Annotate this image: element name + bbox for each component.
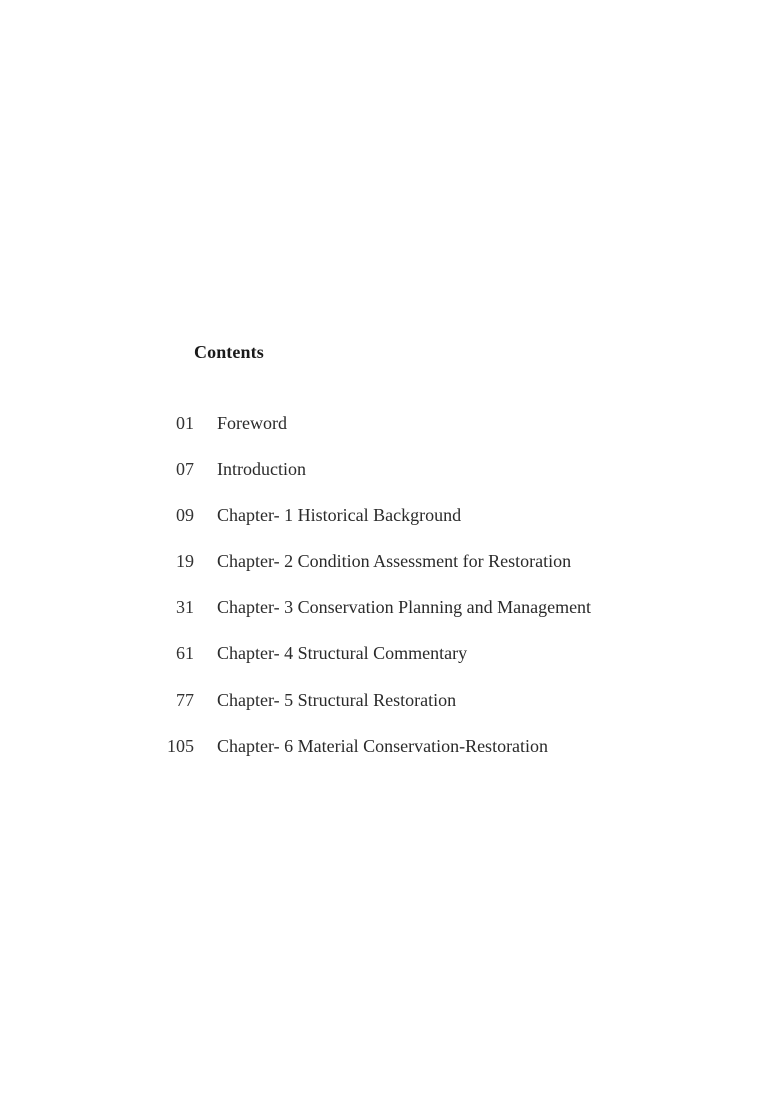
toc-list — [0, 411, 780, 780]
toc-page-number: 105 — [167, 735, 194, 756]
toc-page-number: 01 — [176, 413, 194, 433]
toc-page-number: 09 — [176, 505, 194, 526]
toc-entry-foreword — [0, 411, 780, 457]
toc-entry-title: Chapter- 5 Structural Restoration — [217, 689, 457, 710]
toc-entry-chapter-5 — [0, 688, 780, 734]
toc-entry-chapter-4 — [0, 641, 780, 687]
toc-entry-chapter-2 — [0, 549, 780, 595]
toc-entry-chapter-3 — [0, 595, 780, 641]
toc-page-number: 19 — [176, 551, 194, 572]
toc-entry-title: Introduction — [217, 459, 306, 480]
toc-entry-chapter-1 — [0, 503, 780, 549]
toc-entry-title: Chapter- 6 Material Conservation-Restoration — [217, 735, 549, 756]
toc-entry-title: Chapter- 2 Condition Assessment for Restoration — [217, 551, 572, 572]
toc-entry-title: Chapter- 3 Conservation Planning and Management — [217, 597, 592, 618]
toc-entry-title: Foreword — [217, 413, 287, 433]
toc-page-number: 61 — [176, 643, 194, 664]
toc-entry-title: Chapter- 4 Structural Commentary — [217, 643, 468, 664]
toc-entry-chapter-6 — [0, 734, 780, 780]
toc-entry-introduction — [0, 457, 780, 503]
contents-heading: Contents — [194, 342, 264, 362]
toc-page-number: 77 — [176, 689, 194, 710]
toc-page-number: 07 — [176, 459, 194, 480]
toc-page-number: 31 — [176, 597, 194, 618]
toc-entry-title: Chapter- 1 Historical Background — [217, 505, 462, 526]
